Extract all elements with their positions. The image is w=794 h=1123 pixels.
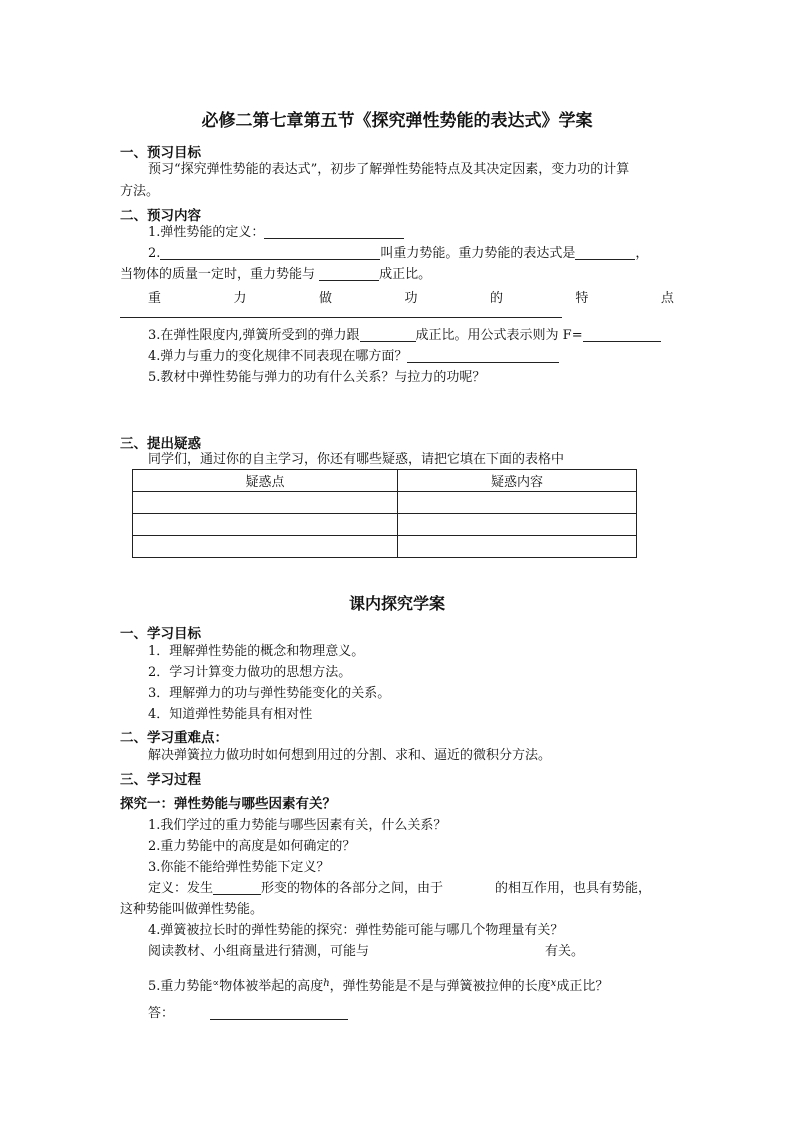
question-4 [148, 348, 559, 366]
question-3 [148, 327, 661, 345]
answer-blank[interactable] [583, 327, 661, 342]
answer-blank-full-line[interactable] [120, 317, 562, 318]
exploration-question-5 [148, 975, 608, 996]
question-1 [148, 224, 404, 242]
exploration-question-2: 2.重力势能中的高度是如何确定的？ [148, 839, 356, 854]
q5-text-a: 5.重力势能 [148, 979, 213, 994]
section-preview-content-heading: 二、预习内容 [120, 208, 201, 224]
learning-goal-item: 3．理解弹力的功与弹性势能变化的关系。 [148, 686, 391, 701]
guess-text-end: 有关。 [545, 944, 585, 959]
preview-goal-text: 预习“探究弹性势能的表达式”，初步了解弹性势能特点及其决定因素，变力功的计算 [148, 162, 630, 177]
exploration-question-3: 3.你能不能给弹性势能下定义？ [148, 860, 330, 875]
answer-blank[interactable] [575, 245, 635, 260]
answer-blank[interactable] [210, 1005, 348, 1020]
answer-blank[interactable] [264, 224, 404, 239]
table-header-row [133, 470, 637, 492]
question-2-number: 2. [148, 246, 161, 261]
spread-char: 的 [489, 291, 503, 306]
answer-line [148, 1005, 348, 1023]
page-title: 必修二第七章第五节《探究弹性势能的表达式》学案 [201, 111, 593, 131]
answer-blank[interactable] [319, 266, 379, 281]
question-1-text: 1.弹性势能的定义： [148, 225, 265, 240]
answer-blank[interactable] [360, 327, 416, 342]
guess-text: 阅读教材、小组商量进行猜测，可能与 [148, 944, 370, 959]
table-header-doubt-content: 疑惑内容 [398, 470, 637, 492]
q5-text-c: ，弹性势能是不是与弹簧被拉伸的长度 [329, 979, 551, 994]
answer-label: 答： [148, 1006, 175, 1021]
table-cell[interactable] [133, 514, 398, 536]
proportional-symbol: ∝ [212, 978, 220, 989]
learning-goal-item: 1．理解弹性势能的概念和物理意义。 [148, 644, 365, 659]
learning-goal-item: 2．学习计算变力做功的思想方法。 [148, 665, 352, 680]
gravity-work-feature-line [148, 287, 674, 306]
section-learning-goals-heading: 一、学习目标 [120, 626, 201, 642]
question-4-text: 4.弹力与重力的变化规律不同表现在哪方面？ [148, 349, 408, 364]
table-cell[interactable] [398, 514, 637, 536]
learning-goal-item: 4．知道弹性势能具有相对性 [148, 707, 313, 722]
question-5: 5.教材中弹性势能与弹力的功有什么关系？与拉力的功呢？ [148, 370, 486, 385]
spread-char: 重 [148, 291, 162, 306]
spread-char: 特 [575, 291, 589, 306]
q5-text-d: 成正比？ [556, 979, 609, 994]
definition-line [148, 880, 651, 898]
question-2 [148, 245, 648, 263]
exploration-question-1: 1.我们学过的重力势能与哪些因素有关，什么关系？ [148, 818, 447, 833]
doubts-table [132, 469, 637, 558]
q5-text-b: 物体被举起的高度 [219, 979, 324, 994]
definition-text-c: 的相互作用，也具有势能， [495, 881, 652, 896]
table-row [133, 514, 637, 536]
table-cell[interactable] [133, 492, 398, 514]
key-points-text: 解决弹簧拉力做功时如何想到用过的分割、求和、逼近的微积分方法。 [148, 748, 552, 763]
spread-char: 点 [660, 291, 674, 306]
section-key-points-heading: 二、学习重难点： [120, 730, 228, 746]
definition-text-b: 形变的物体的各部分之间，由于 [261, 881, 444, 896]
question-3-formula-text: 成正比。用公式表示则为 F= [415, 328, 583, 343]
question-2-cont [120, 266, 431, 284]
exploration-1-heading: 探究一：弹性势能与哪些因素有关？ [120, 796, 336, 812]
table-row [133, 536, 637, 558]
table-row [133, 492, 637, 514]
definition-line-cont: 这种势能叫做弹性势能。 [120, 902, 264, 917]
table-cell[interactable] [398, 492, 637, 514]
section-preview-goal-heading: 一、预习目标 [120, 145, 201, 161]
exploration-question-4: 4.弹簧被拉长时的弹性势能的探究：弹性势能可能与哪几个物理量有关？ [148, 923, 564, 938]
height-symbol-h: h [323, 978, 330, 989]
question-2-text: 叫重力势能。重力势能的表达式是 [380, 246, 576, 261]
spread-char: 功 [404, 291, 418, 306]
question-2-cont-end: 成正比。 [379, 267, 432, 282]
question-3-text: 3.在弹性限度内,弹簧所受到的弹力跟 [148, 328, 360, 343]
section-process-heading: 三、学习过程 [120, 772, 201, 788]
spread-char: 力 [233, 291, 247, 306]
table-cell[interactable] [133, 536, 398, 558]
section-title-in-class: 课内探究学案 [348, 594, 445, 613]
table-cell[interactable] [398, 536, 637, 558]
section-doubts-heading: 三、提出疑惑 [120, 436, 201, 452]
spread-char: 做 [318, 291, 332, 306]
preview-goal-text-cont: 方法。 [120, 184, 160, 199]
answer-blank[interactable] [407, 348, 559, 363]
definition-text-a: 定义：发生 [148, 881, 214, 896]
answer-blank[interactable] [160, 245, 380, 260]
question-2-end: ， [635, 246, 649, 261]
doubts-intro: 同学们，通过你的自主学习，你还有哪些疑惑，请把它填在下面的表格中 [148, 452, 565, 467]
answer-blank[interactable] [213, 880, 261, 895]
exploration-question-4-guess [148, 943, 584, 961]
question-2-cont-text: 当物体的质量一定时，重力势能与 [120, 267, 316, 282]
table-header-doubt-point: 疑惑点 [133, 470, 398, 492]
length-symbol-x: x [550, 978, 557, 989]
